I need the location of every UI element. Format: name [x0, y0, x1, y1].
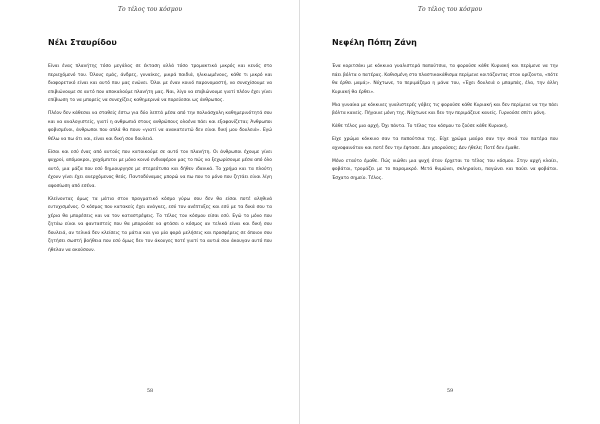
running-head: Το τέλος του κόσμου: [117, 6, 183, 13]
author-name: Νέλι Σταυρίδου: [48, 38, 117, 47]
author-name: Νεφέλη Πόπη Ζάνη: [332, 38, 417, 47]
paragraph: Είσαι και εσύ ένας από αυτούς που κατοικούμε σε αυτό τον πλανήτη. Οι άνθρωποι έχουμε γίνει ψυχροί, απόμακροι, χαχόμπιτοι με μόνο κοινό ενδιαφέρον μας το πώς να ξεχωρίσουμε μέσα από όλο αυτό, μια μάζα που εσύ δημιουργησε με στερεότυπα και δήθεν ιδανικά. Το χρήμα και τα πλούτη έχουν γίνει έχει ανερχόμενος θεός. Παντοδύναμος μπορώ να πω που το μόνο που ζητάει είναι λίγη αφοσίωση από εσένα.: [48, 149, 272, 189]
paragraph: Είναι ένας πλανήτης τόσο μεγάλος σε έκταση αλλά τόσο τρομακτικά μικρός και κενός στο περιεχόμενό του. Όλους εμάς, άνδρες, γυναίκες, μικρά παιδιά, ηλικιωμένους, κάθε τι μικρό και διαφορετικό είναι και αυτό που μας ενώνει. Όλοι με έναν κοινό παρονομαστή, να συνεχίσουμε να επιβιώνουμε σε αυτό που αποκαλούμε πλανήτη μας. Ναι, λίγο να επιβιώνουμε γιατί πλέον έχει γίνει επίβιωση το να μπορείς να συνεχίζεις καθημερινά να πορεύεσαι ως άνθρωπος.: [48, 64, 272, 103]
paragraph: Είχε χρώμα κόκκινο σαν τα παπούτσια της. Είχε χρώμα μαύρο σαν την σκιά του πατέρα που αχνοφαινόταν και ποτέ δεν την έφτασε. Δεν μπορούσες; Δεν ήθελε; Ποτέ δεν έμαθε.: [332, 137, 558, 151]
paragraph: Μόνο εταύτο έμαθε. Πώς νιώθει μια ψυχή όταν έρχεται το τέλος του κόσμου. Στην αρχή κλαίει, φοβάται, τρομάζει με το παραμικρό. Μετά θυμώνει, σκληραίνει, παγώνει και παύει να φοβάται. Έσχατο σημείο. Τέλος.: [332, 158, 558, 181]
running-head: Το τέλος του κόσμου: [417, 6, 483, 13]
body-text: [48, 63, 272, 260]
paragraph: Ένα κοριτσάκι με κόκκινα γυαλιστερά παπούτσια, τα φορούσε κάθε Κυριακή και περίμενε να την πάει βόλτα ο πατέρας. Καθισμένη στο πλαστικοκάθισμα περίμενε κοιτάζοντας στον ορίζοντα, «πότε θα έρθει μαμά;». Νύχτωνε, το περιμάζεμα η μάνα του, «Έχει δουλειά ο μπαμπάς, έλα, την άλλη Κυριακή θα έρθει».: [332, 64, 558, 95]
page-number: 59: [446, 388, 454, 394]
page-number: 58: [146, 388, 154, 394]
paragraph: Πλέον δεν κάθεσαι να σταθείς έστω για δύο λεπτά μέσα από την πολυάσχολη καθημερινότητά σου και να αναλογιστείς, γιατί η ανθρωπιά στους ανθρώπους ολοένα πάει και εξαφανίζεται; Άνθρωποι φοβισμένοι, άνθρωποι που απλά θα πουν «γιατί να ανακατευτώ δεν είναι δική μου δουλειά». Εγώ θέλω να πω ότι ναι, είναι και δική σου δουλειά.: [48, 111, 272, 142]
right-page: [300, 0, 600, 424]
paragraph: Μια γυναίκα με κόκκινες γυαλιστερές γόβες τις φορούσε κάθε Κυριακή και δεν περίμενε να την πάει βόλτα κανείς. Πήγαινε μόνη της. Νύχτωνε και δεν την περιμάζευε κανείς. Γυρνούσε σπίτι μόνη.: [332, 102, 558, 116]
paragraph: Κάθε τέλος μια αρχή. Όχι πάντα. Το τέλος του κόσμου το ζούσε κάθε Κυριακή.: [332, 124, 508, 129]
paragraph: Κλείνοντας όμως τα μάτια στον πραγματικό κόσμο γύρω σου δεν θα είσαι ποτέ αληθινά ευτυχισμένος. Ο κόσμος που κατακείς έχει ανάγκες, εσύ τον ανέπτυξες και εσύ με τα δικά σου τα χέρια θα μπορέσεις και να τον καταστρέψεις. Το τέλος του κόσμου είσαι εσύ. Εγώ το μόνο που ζητάω είναι να φανταστείς που θα μπορούσε να φτάσει ο κόσμος αν τελικά είναι και δική σου δουλειά, αν τελικά δεν κλείσεις τα μάτια και για μία φορά μελήσεις και προσφέρεις σε όποιον σου ζητήσει σωστή βοήθεια που εσύ όμως δεν τον άκουγες ποτέ γιατί τα αυτιά σου άκουγαν αυτό που ήθελαν να ακούσουν.: [48, 196, 272, 253]
body-text: [332, 63, 558, 188]
